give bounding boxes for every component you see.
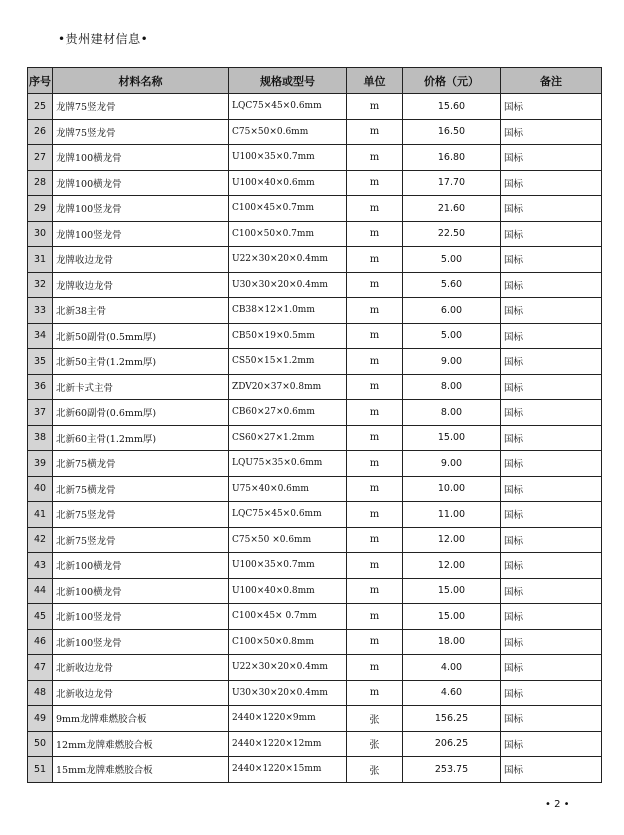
table-row [28, 247, 602, 273]
row-material-name-cell: 12mm龙牌难燃胶合板 [53, 731, 229, 757]
row-spec-cell: U75×40×0.6mm [229, 476, 347, 502]
row-note-cell: 国标 [501, 94, 602, 120]
table-body [28, 94, 602, 783]
row-price-cell: 16.50 [403, 119, 501, 145]
table-row [28, 170, 602, 196]
table-row [28, 400, 602, 426]
row-material-name-cell: 北新50副骨(0.5mm厚) [53, 323, 229, 349]
row-unit-cell: m [347, 145, 403, 171]
row-unit-cell: m [347, 451, 403, 477]
row-spec-cell: CB50×19×0.5mm [229, 323, 347, 349]
table-row [28, 553, 602, 579]
row-price-cell: 15.00 [403, 578, 501, 604]
table-header [28, 68, 602, 94]
row-price-cell: 5.00 [403, 323, 501, 349]
row-note-cell: 国标 [501, 680, 602, 706]
row-unit-cell: m [347, 94, 403, 120]
column-header-name: 材料名称 [53, 68, 229, 94]
page-header-title: •贵州建材信息• [58, 32, 149, 46]
table-row [28, 94, 602, 120]
row-price-cell: 9.00 [403, 349, 501, 375]
row-unit-cell: m [347, 247, 403, 273]
row-material-name-cell: 龙牌100横龙骨 [53, 145, 229, 171]
row-unit-cell: m [347, 196, 403, 222]
row-unit-cell: m [347, 298, 403, 324]
row-seq-cell: 30 [28, 221, 53, 247]
row-seq-cell: 40 [28, 476, 53, 502]
row-seq-cell: 47 [28, 655, 53, 681]
row-price-cell: 6.00 [403, 298, 501, 324]
row-price-cell: 16.80 [403, 145, 501, 171]
row-note-cell: 国标 [501, 349, 602, 375]
row-material-name-cell: 龙牌100竖龙骨 [53, 196, 229, 222]
row-material-name-cell: 龙牌75竖龙骨 [53, 94, 229, 120]
table-row [28, 349, 602, 375]
column-header-price: 价格（元） [403, 68, 501, 94]
row-unit-cell: m [347, 680, 403, 706]
row-note-cell: 国标 [501, 247, 602, 273]
row-price-cell: 9.00 [403, 451, 501, 477]
table-row [28, 629, 602, 655]
table-row [28, 374, 602, 400]
row-spec-cell: C100×50×0.7mm [229, 221, 347, 247]
row-unit-cell: m [347, 272, 403, 298]
row-unit-cell: m [347, 323, 403, 349]
row-price-cell: 156.25 [403, 706, 501, 732]
row-note-cell: 国标 [501, 476, 602, 502]
row-price-cell: 10.00 [403, 476, 501, 502]
table-row [28, 272, 602, 298]
column-header-note: 备注 [501, 68, 602, 94]
table-row [28, 196, 602, 222]
row-material-name-cell: 龙牌100竖龙骨 [53, 221, 229, 247]
table-row [28, 680, 602, 706]
row-spec-cell: C100×45× 0.7mm [229, 604, 347, 630]
table-row [28, 578, 602, 604]
column-header-spec: 规格或型号 [229, 68, 347, 94]
row-seq-cell: 46 [28, 629, 53, 655]
row-note-cell: 国标 [501, 527, 602, 553]
row-note-cell: 国标 [501, 731, 602, 757]
row-note-cell: 国标 [501, 119, 602, 145]
row-spec-cell: CB38×12×1.0mm [229, 298, 347, 324]
row-unit-cell: m [347, 374, 403, 400]
table-row [28, 323, 602, 349]
row-seq-cell: 25 [28, 94, 53, 120]
row-material-name-cell: 北新60副骨(0.6mm厚) [53, 400, 229, 426]
row-unit-cell: m [347, 604, 403, 630]
column-header-seq: 序号 [28, 68, 53, 94]
row-spec-cell: U100×35×0.7mm [229, 145, 347, 171]
row-spec-cell: CS50×15×1.2mm [229, 349, 347, 375]
row-material-name-cell: 龙牌收边龙骨 [53, 247, 229, 273]
row-unit-cell: m [347, 425, 403, 451]
row-price-cell: 12.00 [403, 553, 501, 579]
row-seq-cell: 31 [28, 247, 53, 273]
row-price-cell: 5.00 [403, 247, 501, 273]
row-spec-cell: U100×35×0.7mm [229, 553, 347, 579]
row-material-name-cell: 北新60主骨(1.2mm厚) [53, 425, 229, 451]
table-row [28, 145, 602, 171]
row-unit-cell: m [347, 221, 403, 247]
row-note-cell: 国标 [501, 145, 602, 171]
table-row [28, 604, 602, 630]
row-seq-cell: 33 [28, 298, 53, 324]
row-seq-cell: 29 [28, 196, 53, 222]
column-header-unit: 单位 [347, 68, 403, 94]
row-note-cell: 国标 [501, 425, 602, 451]
table-row [28, 476, 602, 502]
row-note-cell: 国标 [501, 655, 602, 681]
table-row [28, 757, 602, 783]
table-row [28, 451, 602, 477]
row-unit-cell: 张 [347, 757, 403, 783]
row-note-cell: 国标 [501, 553, 602, 579]
row-material-name-cell: 北新100竖龙骨 [53, 604, 229, 630]
table-row [28, 425, 602, 451]
row-seq-cell: 26 [28, 119, 53, 145]
row-spec-cell: U22×30×20×0.4mm [229, 247, 347, 273]
row-seq-cell: 44 [28, 578, 53, 604]
row-unit-cell: m [347, 170, 403, 196]
row-price-cell: 8.00 [403, 400, 501, 426]
row-spec-cell: U30×30×20×0.4mm [229, 680, 347, 706]
row-note-cell: 国标 [501, 400, 602, 426]
row-note-cell: 国标 [501, 629, 602, 655]
row-material-name-cell: 北新50主骨(1.2mm厚) [53, 349, 229, 375]
row-price-cell: 17.70 [403, 170, 501, 196]
row-price-cell: 11.00 [403, 502, 501, 528]
row-unit-cell: m [347, 119, 403, 145]
row-note-cell: 国标 [501, 706, 602, 732]
row-price-cell: 4.00 [403, 655, 501, 681]
row-unit-cell: m [347, 655, 403, 681]
table-row [28, 655, 602, 681]
row-spec-cell: U22×30×20×0.4mm [229, 655, 347, 681]
row-spec-cell: LQU75×35×0.6mm [229, 451, 347, 477]
row-spec-cell: ZDV20×37×0.8mm [229, 374, 347, 400]
row-price-cell: 15.60 [403, 94, 501, 120]
row-material-name-cell: 9mm龙牌难燃胶合板 [53, 706, 229, 732]
row-seq-cell: 39 [28, 451, 53, 477]
row-material-name-cell: 北新75横龙骨 [53, 476, 229, 502]
table-row [28, 731, 602, 757]
row-spec-cell: CS60×27×1.2mm [229, 425, 347, 451]
row-material-name-cell: 北新75竖龙骨 [53, 527, 229, 553]
table-row [28, 221, 602, 247]
row-seq-cell: 45 [28, 604, 53, 630]
row-price-cell: 21.60 [403, 196, 501, 222]
table-row [28, 298, 602, 324]
row-price-cell: 5.60 [403, 272, 501, 298]
row-unit-cell: 张 [347, 706, 403, 732]
row-material-name-cell: 北新收边龙骨 [53, 655, 229, 681]
row-spec-cell: LQC75×45×0.6mm [229, 94, 347, 120]
row-seq-cell: 35 [28, 349, 53, 375]
row-seq-cell: 32 [28, 272, 53, 298]
row-seq-cell: 37 [28, 400, 53, 426]
row-material-name-cell: 龙牌100横龙骨 [53, 170, 229, 196]
row-note-cell: 国标 [501, 170, 602, 196]
table-header-row [28, 68, 602, 94]
row-note-cell: 国标 [501, 604, 602, 630]
row-seq-cell: 34 [28, 323, 53, 349]
row-spec-cell: U100×40×0.8mm [229, 578, 347, 604]
row-material-name-cell: 北新100横龙骨 [53, 553, 229, 579]
row-seq-cell: 51 [28, 757, 53, 783]
row-spec-cell: LQC75×45×0.6mm [229, 502, 347, 528]
row-seq-cell: 36 [28, 374, 53, 400]
row-note-cell: 国标 [501, 451, 602, 477]
row-note-cell: 国标 [501, 196, 602, 222]
material-price-table [27, 67, 602, 783]
row-material-name-cell: 北新收边龙骨 [53, 680, 229, 706]
row-unit-cell: m [347, 349, 403, 375]
row-seq-cell: 48 [28, 680, 53, 706]
row-unit-cell: m [347, 527, 403, 553]
row-unit-cell: m [347, 502, 403, 528]
row-note-cell: 国标 [501, 323, 602, 349]
row-material-name-cell: 北新75横龙骨 [53, 451, 229, 477]
row-material-name-cell: 龙牌75竖龙骨 [53, 119, 229, 145]
row-unit-cell: m [347, 476, 403, 502]
row-note-cell: 国标 [501, 221, 602, 247]
table-row [28, 527, 602, 553]
row-material-name-cell: 北新100竖龙骨 [53, 629, 229, 655]
row-price-cell: 206.25 [403, 731, 501, 757]
row-unit-cell: m [347, 578, 403, 604]
row-price-cell: 8.00 [403, 374, 501, 400]
row-unit-cell: m [347, 553, 403, 579]
row-spec-cell: C100×45×0.7mm [229, 196, 347, 222]
table-row [28, 706, 602, 732]
row-note-cell: 国标 [501, 374, 602, 400]
row-price-cell: 4.60 [403, 680, 501, 706]
row-seq-cell: 38 [28, 425, 53, 451]
row-note-cell: 国标 [501, 578, 602, 604]
row-unit-cell: m [347, 629, 403, 655]
table-row [28, 502, 602, 528]
row-spec-cell: 2440×1220×9mm [229, 706, 347, 732]
row-seq-cell: 42 [28, 527, 53, 553]
row-spec-cell: C75×50 ×0.6mm [229, 527, 347, 553]
page-number: • 2 • [545, 799, 570, 810]
row-price-cell: 253.75 [403, 757, 501, 783]
row-note-cell: 国标 [501, 298, 602, 324]
row-unit-cell: m [347, 400, 403, 426]
row-material-name-cell: 北新75竖龙骨 [53, 502, 229, 528]
row-note-cell: 国标 [501, 272, 602, 298]
row-seq-cell: 28 [28, 170, 53, 196]
row-material-name-cell: 龙牌收边龙骨 [53, 272, 229, 298]
row-price-cell: 15.00 [403, 604, 501, 630]
row-material-name-cell: 北新卡式主骨 [53, 374, 229, 400]
row-unit-cell: 张 [347, 731, 403, 757]
row-price-cell: 15.00 [403, 425, 501, 451]
row-seq-cell: 41 [28, 502, 53, 528]
row-spec-cell: C100×50×0.8mm [229, 629, 347, 655]
row-material-name-cell: 北新100横龙骨 [53, 578, 229, 604]
table-row [28, 119, 602, 145]
row-spec-cell: 2440×1220×12mm [229, 731, 347, 757]
row-price-cell: 22.50 [403, 221, 501, 247]
row-material-name-cell: 北新38主骨 [53, 298, 229, 324]
row-seq-cell: 27 [28, 145, 53, 171]
row-spec-cell: CB60×27×0.6mm [229, 400, 347, 426]
row-note-cell: 国标 [501, 502, 602, 528]
row-seq-cell: 49 [28, 706, 53, 732]
row-spec-cell: U30×30×20×0.4mm [229, 272, 347, 298]
row-note-cell: 国标 [501, 757, 602, 783]
row-spec-cell: C75×50×0.6mm [229, 119, 347, 145]
row-spec-cell: U100×40×0.6mm [229, 170, 347, 196]
row-seq-cell: 43 [28, 553, 53, 579]
row-spec-cell: 2440×1220×15mm [229, 757, 347, 783]
row-seq-cell: 50 [28, 731, 53, 757]
row-price-cell: 12.00 [403, 527, 501, 553]
row-material-name-cell: 15mm龙牌难燃胶合板 [53, 757, 229, 783]
row-price-cell: 18.00 [403, 629, 501, 655]
